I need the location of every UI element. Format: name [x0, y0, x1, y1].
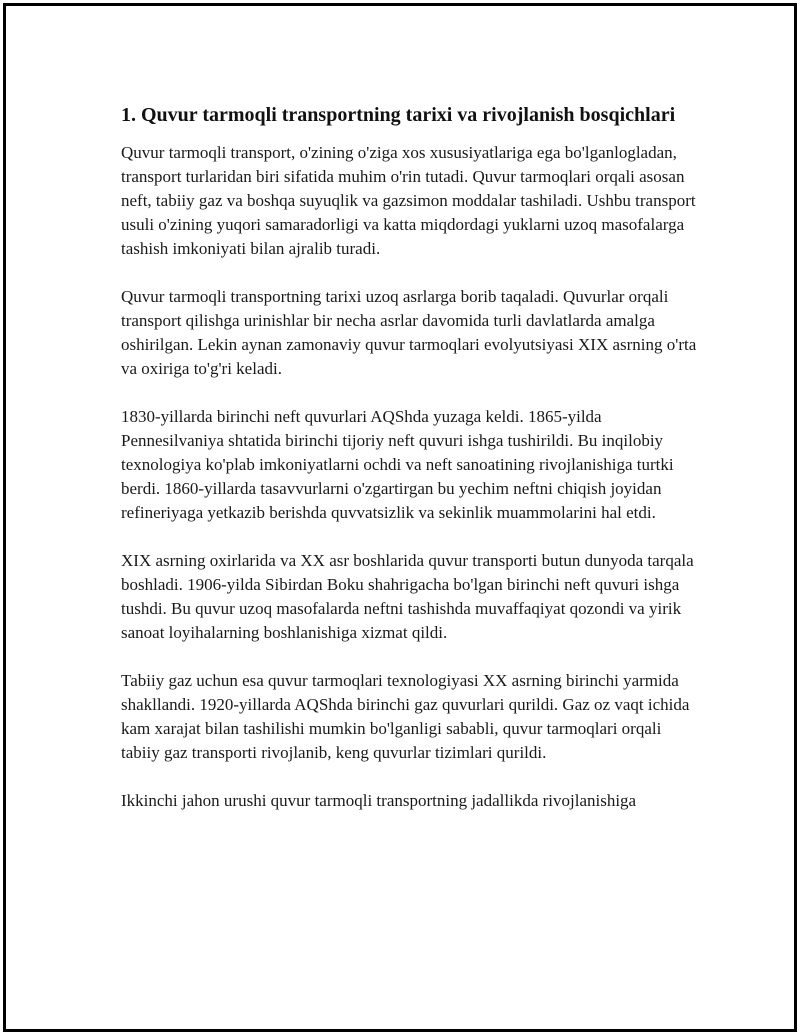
- paragraph-ww2: Ikkinchi jahon urushi quvur tarmoqli transportning jadallikda rivojlanishiga: [121, 791, 637, 810]
- document-body: [121, 101, 701, 813]
- section-heading: 1. Quvur tarmoqli transportning tarixi va rivojlanish bosqichlari: [121, 104, 676, 126]
- paragraph-oil-pipelines: 1830-yillarda birinchi neft quvurlari AQShda yuzaga keldi. 1865-yilda Pennesilvaniya shtatida birinchi tijoriy neft quvuri ishga tushirildi. Bu inqilobiy texnologiya ko'plab imkoniyatlarni ochdi va neft sanoatining rivojlanishiga turtki berdi. 1860-yillarda tasavvurlarni o'zgartirgan bu yechim neftni chiqish joyidan refineriyaga yetkazib berishda quvvatsizlik va sekinlik muammolarini hal etdi.: [121, 407, 674, 522]
- paragraph-history: Quvur tarmoqli transportning tarixi uzoq asrlarga borib taqaladi. Quvurlar orqali transport qilishga urinishlar bir necha asrlar davomida turli davlatlarda amalga oshirilgan. Lekin aynan zamonaviy quvur tarmoqlari evolyutsiyasi XIX asrning o'rta va oxiriga to'g'ri keladi.: [121, 287, 697, 378]
- paragraph-gas-pipelines: Tabiiy gaz uchun esa quvur tarmoqlari texnologiyasi XX asrning birinchi yarmida shakllandi. 1920-yillarda AQShda birinchi gaz quvurlari qurildi. Gaz oz vaqt ichida kam xarajat bilan tashilishi mumkin bo'lganligi sababli, quvur tarmoqlari orqali tabiiy gaz transporti rivojlanib, keng quvurlar tizimlari qurildi.: [121, 671, 690, 762]
- document-page: [3, 3, 797, 1032]
- paragraph-intro: Quvur tarmoqli transport, o'zining o'ziga xos xususiyatlariga ega bo'lganlogladan, transport turlaridan biri sifatida muhim o'rin tutadi. Quvur tarmoqlari orqali asosan neft, tabiiy gaz va boshqa suyuqlik va gazsimon moddalar tashiladi. Ushbu transport usuli o'zining yuqori samaradorligi va katta miqdordagi yuklarni uzoq masofalarga tashish imkoniyati bilan ajralib turadi.: [121, 143, 696, 258]
- paragraph-global-spread: XIX asrning oxirlarida va XX asr boshlarida quvur transporti butun dunyoda tarqala boshladi. 1906-yilda Sibirdan Boku shahrigacha bo'lgan birinchi neft quvuri ishga tushdi. Bu quvur uzoq masofalarda neftni tashishda muvaffaqiyat qozondi va yirik sanoat loyihalarning boshlanishiga xizmat qildi.: [121, 551, 694, 642]
